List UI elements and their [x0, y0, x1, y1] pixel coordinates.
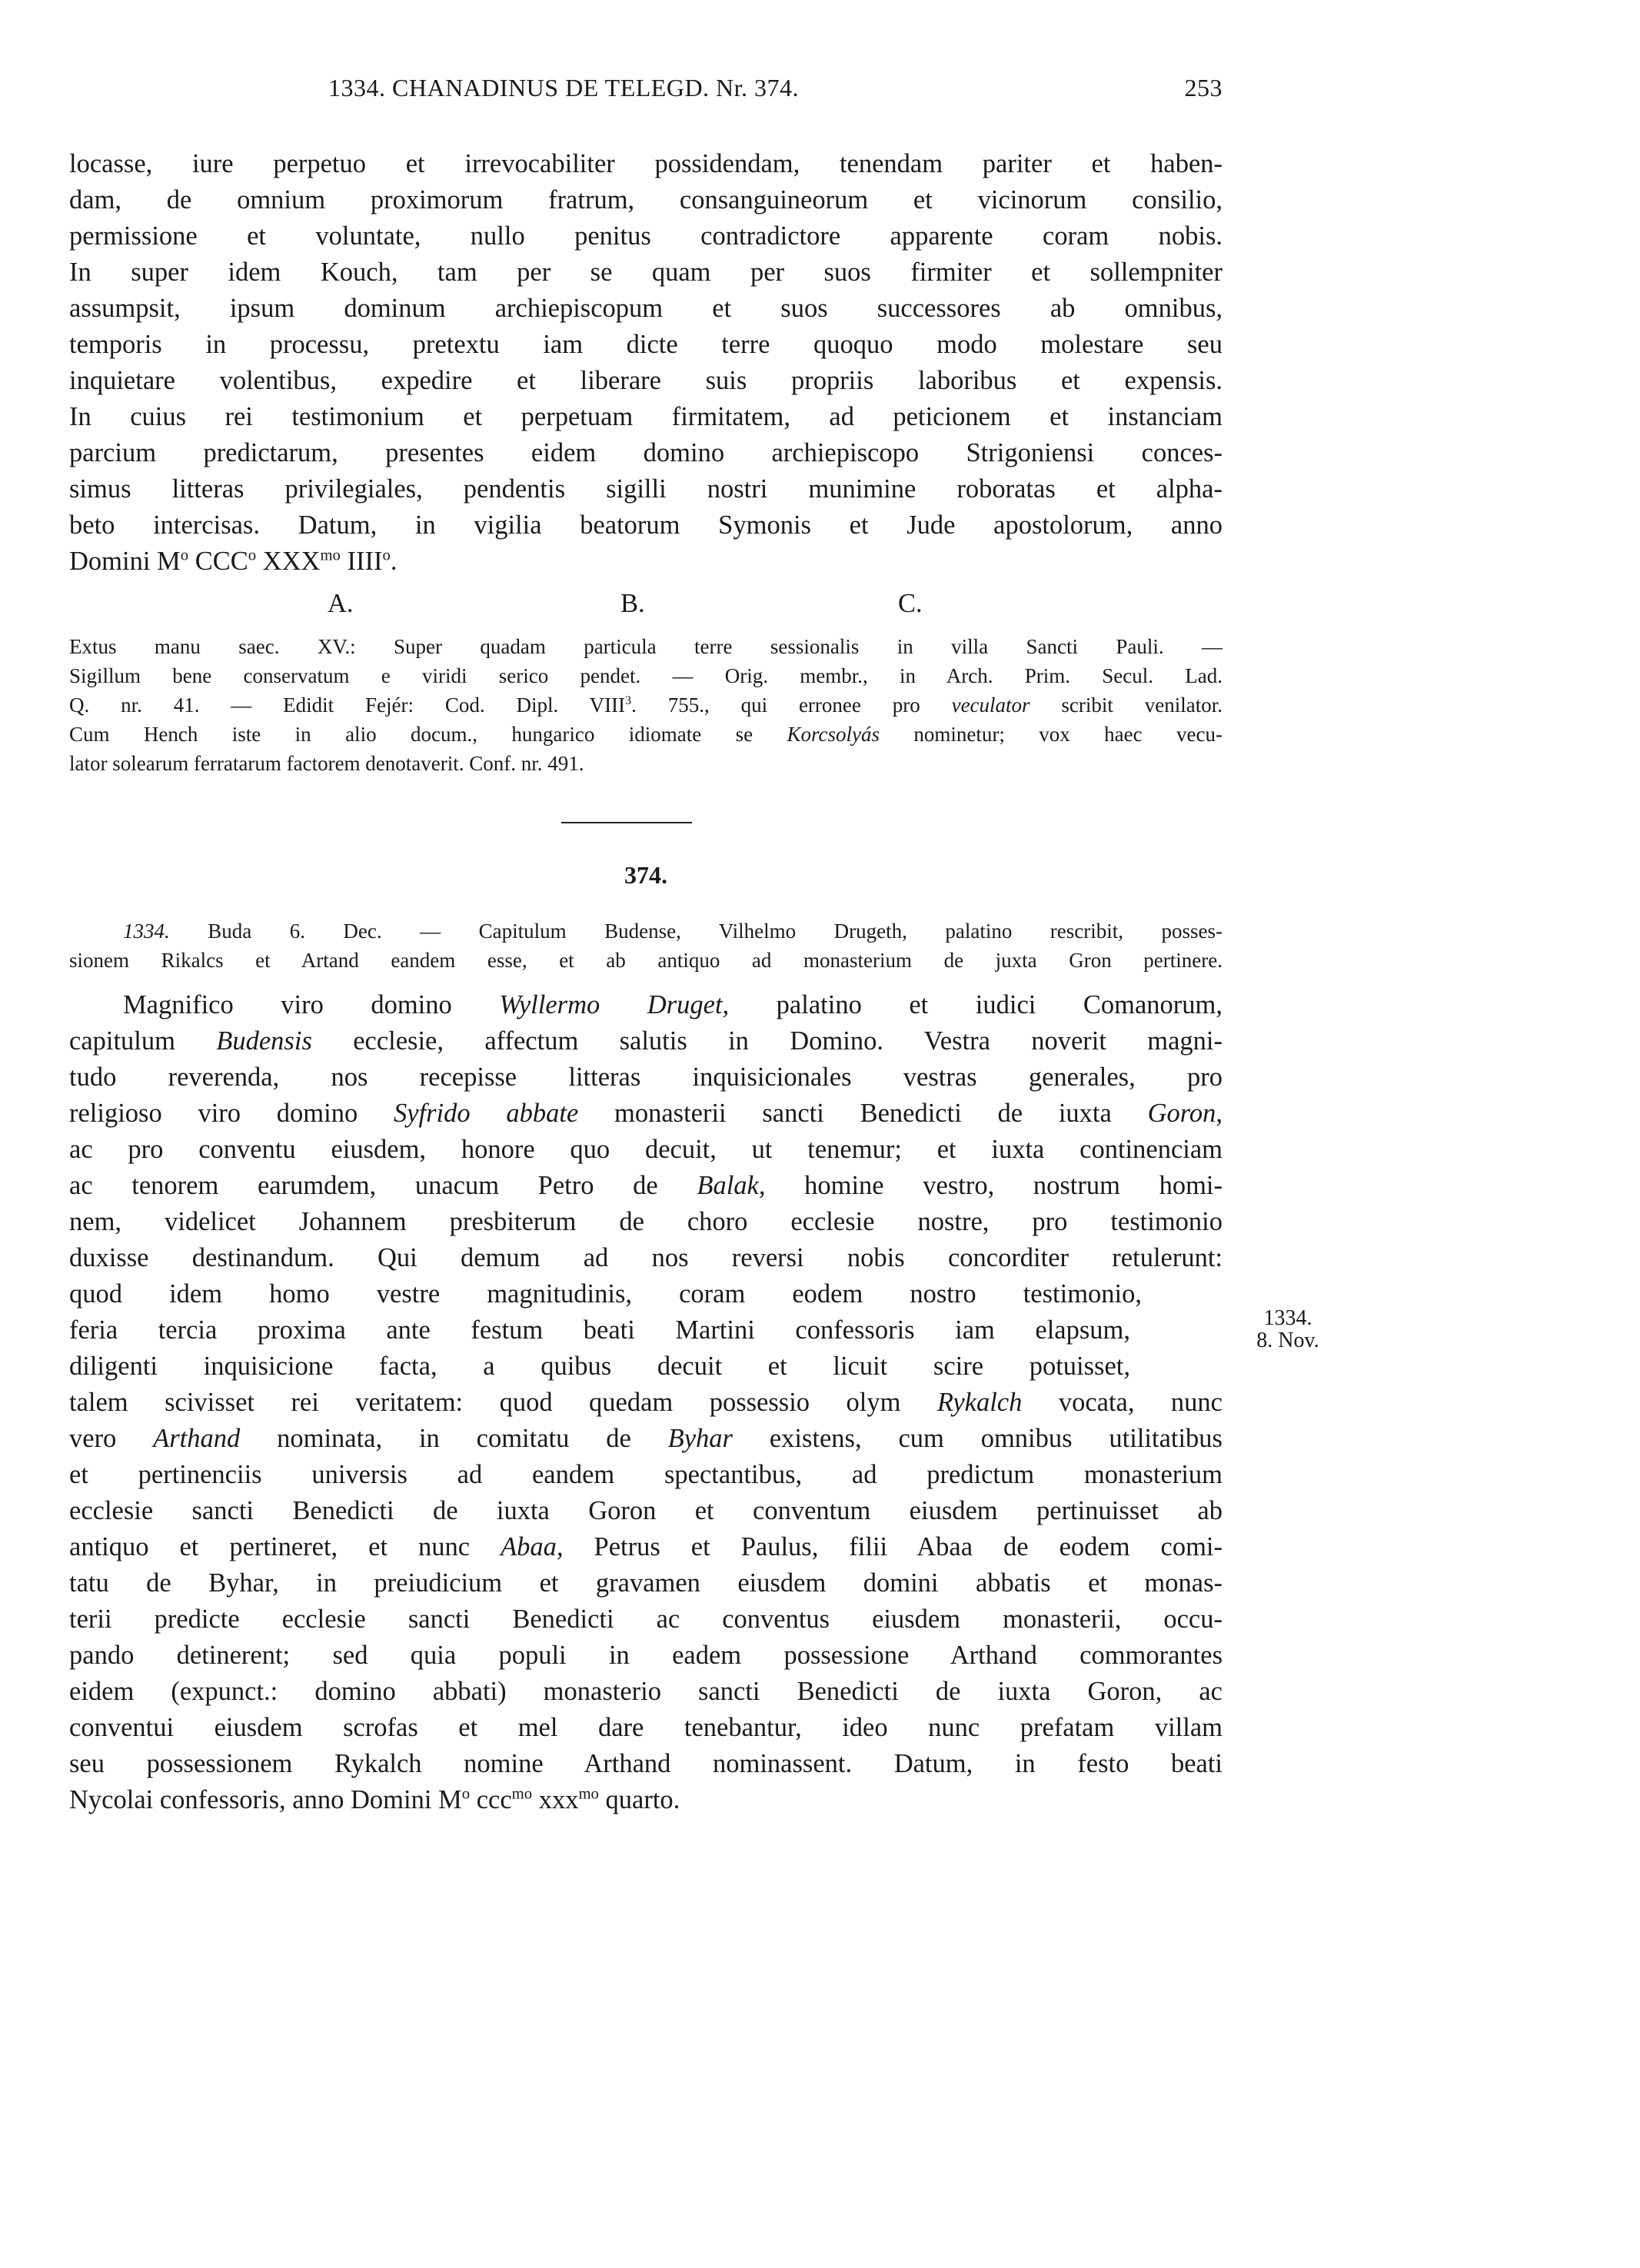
text-line: capitulum Budensis ecclesie, affectum salutis in Domino. Vestra noverit magni- — [69, 1026, 1223, 1056]
text-line: In super idem Kouch, tam per se quam per suos firmiter et sollempniter — [69, 258, 1223, 287]
document-number: 374. — [624, 861, 667, 889]
text-line: parcium predictarum, presentes eidem domino archiepiscopo Strigoniensi conces- — [69, 438, 1223, 467]
note-line: Sigillum bene conservatum e viridi serico pendet. — Orig. membr., in Arch. Prim. Secul. Lad. — [69, 664, 1223, 687]
text-line: simus litteras privilegiales, pendentis sigilli nostri munimine roboratas et alpha- — [69, 474, 1223, 504]
text-line: In cuius rei testimonium et perpetuam firmitatem, ad peticionem et instanciam — [69, 402, 1223, 431]
witness-letter-a: A. — [328, 589, 354, 618]
text-line: tatu de Byhar, in preiudicium et gravamen eiusdem domini abbatis et monas- — [69, 1568, 1223, 1598]
text-line: et pertinenciis universis ad eandem spectantibus, ad predictum monasterium — [69, 1460, 1223, 1489]
text-line: feria tercia proxima ante festum beati Martini confessoris iam elapsum, — [69, 1315, 1130, 1345]
text-line: ac tenorem earumdem, unacum Petro de Balak, homine vestro, nostrum homi- — [69, 1171, 1223, 1200]
dating-line: Domini $M^o$ CCC$^o$ $XXX^{mo}$ IIII$^o$. — [69, 547, 398, 576]
text-line: inquietare volentibus, expedire et liberare suis propriis laboribus et expensis. — [69, 366, 1223, 395]
text-line: ecclesie sancti Benedicti de iuxta Goron et conventum eiusdem pertinuisset ab — [69, 1496, 1223, 1525]
regest-line: sionem Rikalcs et Artand eandem esse, et ab antiquo ad monasterium de juxta Gron pertinere. — [69, 949, 1223, 972]
note-line: lator solearum ferratarum factorem denotaverit. Conf. nr. 491. — [69, 752, 584, 775]
text-line: quod idem homo vestre magnitudinis, coram eodem nostro testimonio, — [69, 1279, 1142, 1309]
text-line: seu possessionem Rykalch nomine Arthand nominassent. Datum, in festo beati — [69, 1749, 1223, 1778]
closing-line: Nycolai confessoris, anno Domini $M^o$ ccc$^{mo}$ xxx$^{mo}$ quarto. — [69, 1785, 680, 1814]
margin-date-year: 1334. — [1263, 1306, 1312, 1330]
text-line: diligenti inquisicione facta, a quibus decuit et licuit scire potuisset, — [69, 1352, 1130, 1381]
text-line: religioso viro domino Syfrido abbate monasterii sancti Benedicti de iuxta Goron, — [69, 1099, 1223, 1128]
note-line: Q. nr. 41. — Edidit Fejér: Cod. Dipl. VIII$^3$. 755., qui erronee pro veculator scribit venilator. — [69, 693, 1223, 717]
running-header — [69, 74, 1223, 112]
text-line: temporis in processu, pretextu iam dicte terre quoquo modo molestare seu — [69, 330, 1223, 359]
text-line: permissione et voluntate, nullo penitus contradictore apparente coram nobis. — [69, 221, 1223, 251]
witness-letters — [69, 589, 1223, 620]
text-line: duxisse destinandum. Qui demum ad nos reversi nobis concorditer retulerunt: — [69, 1243, 1223, 1272]
text-line: tudo reverenda, nos recepisse litteras inquisicionales vestras generales, pro — [69, 1063, 1223, 1092]
text-line: dam, de omnium proximorum fratrum, consanguineorum et vicinorum consilio, — [69, 185, 1223, 214]
note-line: Cum Hench iste in alio docum., hungarico idiomate se Korcsolyás nominetur; vox haec vecu- — [69, 723, 1223, 746]
text-line: assumpsit, ipsum dominum archiepiscopum et suos successores ab omnibus, — [69, 294, 1223, 323]
text-line: beto intercisas. Datum, in vigilia beatorum Symonis et Jude apostolorum, anno — [69, 510, 1223, 540]
margin-date — [1246, 1307, 1330, 1352]
witness-letter-b: B. — [620, 589, 645, 618]
text-line: vero Arthand nominata, in comitatu de Byhar existens, cum omnibus utilitatibus — [69, 1424, 1223, 1453]
note-line: Extus manu saec. XV.: Super quadam particula terre sessionalis in villa Sancti Pauli. — — [69, 635, 1223, 658]
section-divider — [561, 822, 692, 823]
text-line: conventui eiusdem scrofas et mel dare tenebantur, ideo nunc prefatam villam — [69, 1713, 1223, 1742]
witness-letter-c: C. — [898, 589, 923, 618]
text-line: antiquo et pertineret, et nunc Abaa, Petrus et Paulus, filii Abaa de eodem comi- — [69, 1532, 1223, 1561]
header-title: 1334. CHANADINUS DE TELEGD. Nr. 374. — [328, 74, 800, 101]
text-line: nem, videlicet Johannem presbiterum de choro ecclesie nostre, pro testimonio — [69, 1207, 1223, 1236]
page-number: 253 — [1184, 74, 1223, 101]
margin-date-day: 8. Nov. — [1256, 1329, 1319, 1353]
text-line: terii predicte ecclesie sancti Benedicti ac conventus eiusdem monasterii, occu- — [69, 1605, 1223, 1634]
regest-line: 1334. Buda 6. Dec. — Capitulum Budense, Vilhelmo Drugeth, palatino rescribit, posses- — [123, 920, 1223, 943]
text-line: eidem (expunct.: domino abbati) monasterio sancti Benedicti de iuxta Goron, ac — [69, 1677, 1223, 1706]
text-line: talem scivisset rei veritatem: quod quedam possessio olym Rykalch vocata, nunc — [69, 1388, 1223, 1417]
text-line: ac pro conventu eiusdem, honore quo decuit, ut tenemur; et iuxta continenciam — [69, 1135, 1223, 1164]
text-line: pando detinerent; sed quia populi in eadem possessione Arthand commorantes — [69, 1641, 1223, 1670]
text-line: locasse, iure perpetuo et irrevocabiliter possidendam, tenendam pariter et haben- — [69, 149, 1223, 178]
text-line: Magnifico viro domino Wyllermo Druget, palatino et iudici Comanorum, — [123, 990, 1223, 1019]
